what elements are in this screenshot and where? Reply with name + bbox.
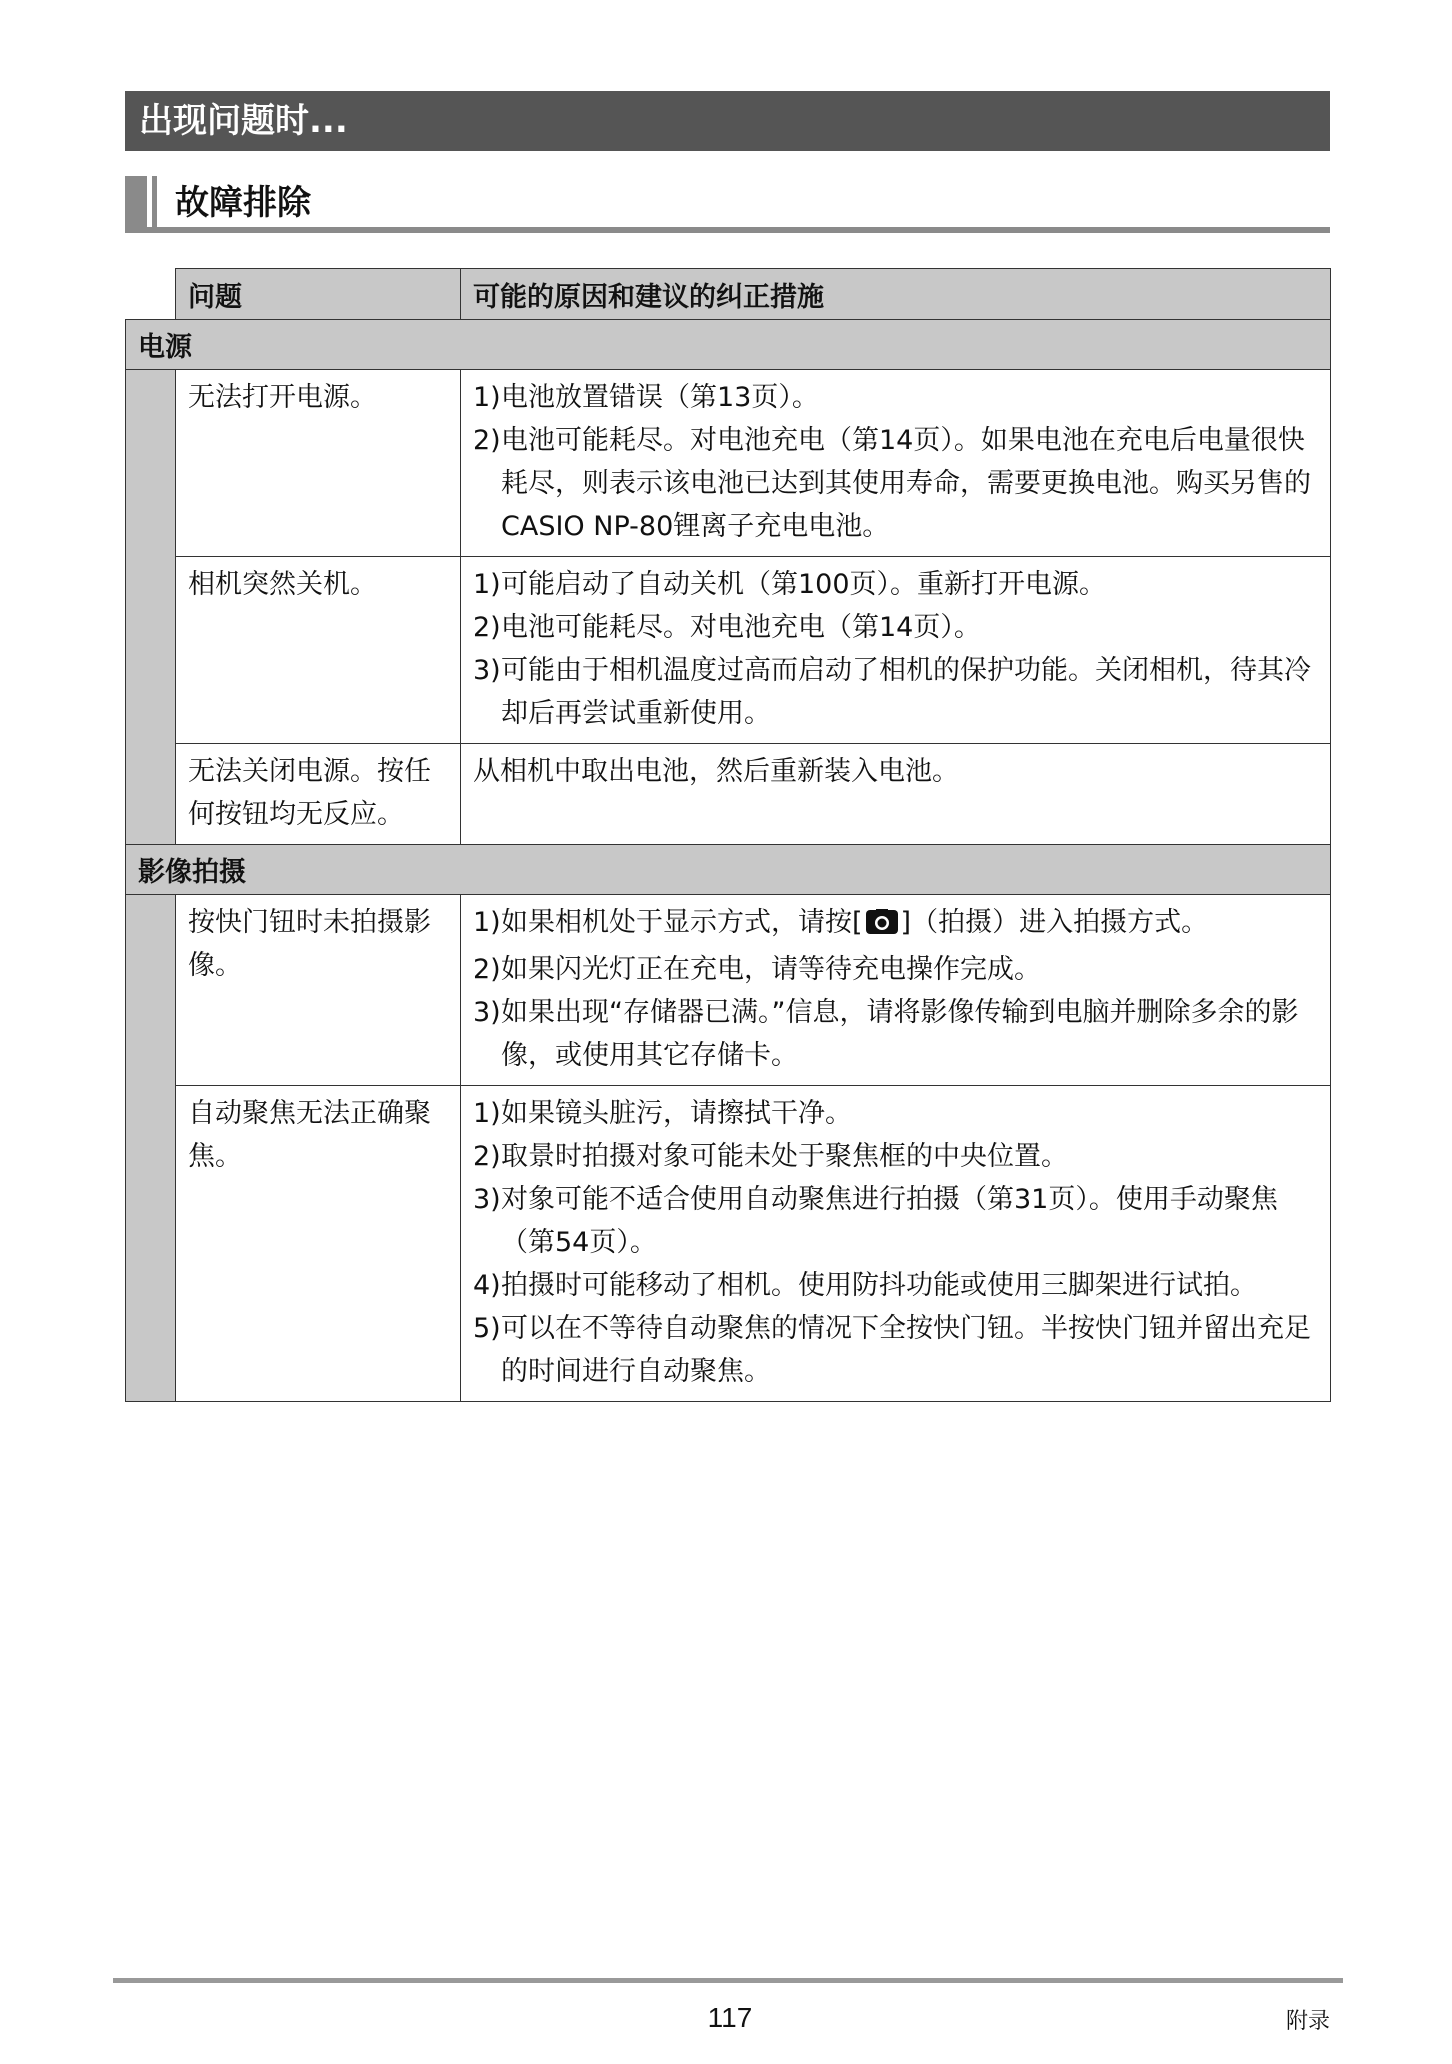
solution-item xyxy=(473,649,1318,735)
item-number: 2) xyxy=(473,612,501,643)
solution-item xyxy=(473,1264,1318,1307)
item-text-part: 电池放置错误（第13页）。 xyxy=(501,382,819,413)
item-text xyxy=(501,948,1318,991)
solution-item xyxy=(473,750,1318,793)
category-row xyxy=(126,845,1331,895)
item-text xyxy=(501,1307,1318,1393)
solution-item xyxy=(473,563,1318,606)
table-row xyxy=(126,1086,1331,1402)
solution-item xyxy=(473,1178,1318,1264)
section-title-bar xyxy=(125,91,1330,151)
solution-item xyxy=(473,1092,1318,1135)
column-header-problem: 问题 xyxy=(176,269,461,320)
category-label: 影像拍摄 xyxy=(126,845,1331,895)
section-title: 出现问题时... xyxy=(139,101,348,141)
item-text-part: 从相机中取出电池，然后重新装入电池。 xyxy=(473,756,959,787)
item-text xyxy=(501,901,1318,948)
item-text-part: 可能启动了自动关机（第100页）。重新打开电源。 xyxy=(501,569,1107,600)
item-text-part: 拍摄时可能移动了相机。使用防抖功能或使用三脚架进行试拍。 xyxy=(501,1270,1257,1301)
item-text xyxy=(501,376,1318,419)
heading-marker-thin xyxy=(152,176,157,232)
item-number: 1) xyxy=(473,907,501,938)
item-text-part: 如果相机处于显示方式，请按[ xyxy=(501,907,863,938)
item-number: 2) xyxy=(473,425,501,456)
item-text xyxy=(501,1264,1318,1307)
item-text xyxy=(473,750,1318,793)
heading-marker xyxy=(125,176,147,232)
item-number: 4) xyxy=(473,1270,501,1301)
item-number: 1) xyxy=(473,1098,501,1129)
table-row xyxy=(126,370,1331,557)
troubleshooting-table xyxy=(125,268,1331,1402)
item-number: 1) xyxy=(473,382,501,413)
solution-cell xyxy=(461,1086,1331,1402)
solution-item xyxy=(473,1307,1318,1393)
item-text-part: 如果出现“存储器已满。”信息，请将影像传输到电脑并删除多余的影像，或使用其它存储卡。 xyxy=(501,997,1299,1071)
item-text-part: 对象可能不适合使用自动聚焦进行拍摄（第31页）。使用手动聚焦（第54页）。 xyxy=(501,1184,1278,1258)
subheading-block xyxy=(125,176,1330,234)
item-text xyxy=(501,1092,1318,1135)
item-number: 2) xyxy=(473,954,501,985)
footer-section-label: 附录 xyxy=(1286,2009,1331,2034)
page-number: 117 xyxy=(707,2002,753,2033)
item-text-part: 电池可能耗尽。对电池充电（第14页）。如果电池在充电后电量很快耗尽，则表示该电池已达到其使用寿命，需要更换电池。购买另售的CASIO NP-80锂离子充电电池。 xyxy=(501,425,1311,542)
category-gutter xyxy=(126,370,176,845)
category-label: 电源 xyxy=(126,320,1331,370)
problem-cell: 无法打开电源。 xyxy=(176,370,461,557)
item-number: 1) xyxy=(473,569,501,600)
solution-item xyxy=(473,606,1318,649)
category-row xyxy=(126,320,1331,370)
camera-icon xyxy=(865,905,899,948)
problem-cell: 无法关闭电源。按任何按钮均无反应。 xyxy=(176,744,461,845)
item-text xyxy=(501,649,1318,735)
solution-item xyxy=(473,419,1318,548)
item-text-part: 取景时拍摄对象可能未处于聚焦框的中央位置。 xyxy=(501,1141,1068,1172)
solution-item xyxy=(473,948,1318,991)
subheading-rule xyxy=(125,227,1330,233)
item-number: 2) xyxy=(473,1141,501,1172)
solution-item xyxy=(473,376,1318,419)
table-row xyxy=(126,557,1331,744)
item-text-part: 如果闪光灯正在充电，请等待充电操作完成。 xyxy=(501,954,1041,985)
item-text-part: 可能由于相机温度过高而启动了相机的保护功能。关闭相机，待其冷却后再尝试重新使用。 xyxy=(501,655,1311,729)
solution-cell xyxy=(461,370,1331,557)
item-text xyxy=(501,563,1318,606)
item-text xyxy=(501,419,1318,548)
item-number: 5) xyxy=(473,1313,501,1344)
solution-cell xyxy=(461,557,1331,744)
item-text xyxy=(501,606,1318,649)
solution-item xyxy=(473,1135,1318,1178)
table-row xyxy=(126,895,1331,1086)
subheading-title: 故障排除 xyxy=(175,183,311,223)
header-spacer xyxy=(126,269,176,320)
category-gutter xyxy=(126,895,176,1402)
item-text xyxy=(501,1178,1318,1264)
item-number: 3) xyxy=(473,997,501,1028)
column-header-solution: 可能的原因和建议的纠正措施 xyxy=(461,269,1331,320)
problem-cell: 相机突然关机。 xyxy=(176,557,461,744)
solution-cell xyxy=(461,744,1331,845)
problem-cell: 按快门钮时未拍摄影像。 xyxy=(176,895,461,1086)
item-number: 3) xyxy=(473,1184,501,1215)
table-row xyxy=(126,744,1331,845)
item-text-part: 如果镜头脏污，请擦拭干净。 xyxy=(501,1098,852,1129)
solution-cell xyxy=(461,895,1331,1086)
item-text-part: 电池可能耗尽。对电池充电（第14页）。 xyxy=(501,612,981,643)
solution-item xyxy=(473,901,1318,948)
table-header-row xyxy=(126,269,1331,320)
item-number: 3) xyxy=(473,655,501,686)
item-text-part: ]（拍摄）进入拍摄方式。 xyxy=(900,907,1209,938)
solution-item xyxy=(473,991,1318,1077)
problem-cell: 自动聚焦无法正确聚焦。 xyxy=(176,1086,461,1402)
item-text-part: 可以在不等待自动聚焦的情况下全按快门钮。半按快门钮并留出充足的时间进行自动聚焦。 xyxy=(501,1313,1311,1387)
item-text xyxy=(501,991,1318,1077)
item-text xyxy=(501,1135,1318,1178)
footer-rule xyxy=(113,1978,1343,1983)
